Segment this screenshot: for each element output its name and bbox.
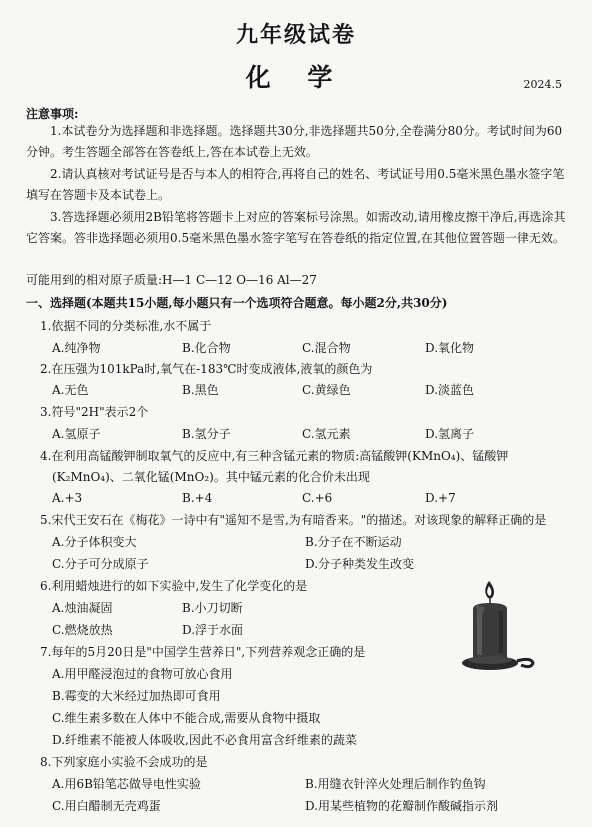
option-c: C.黄绿色: [302, 383, 351, 397]
option-a: A.+3: [52, 491, 83, 505]
option-b: B.黑色: [182, 383, 219, 397]
note-item-3: 3.答选择题必须用2B铅笔将答题卡上对应的答案标号涂黑。如需改动,请用橡皮擦干净后,再选涂其它答案。答非选择题必须用0.5毫米黑色墨水签字笔写在答卷纸的指定位置,在其他位置答题一律无效。: [26, 210, 566, 245]
option-c: C.维生素多数在人体中不能合成,需要从食物中摄取: [52, 711, 321, 725]
option-a: A.烛油凝固: [52, 601, 113, 615]
option-c: C.用白醋制无壳鸡蛋: [52, 799, 161, 813]
option-d: D.分子种类发生改变: [305, 557, 415, 571]
option-a: A.无色: [52, 383, 89, 397]
option-a: A.纯净物: [52, 341, 101, 355]
option-c: C.+6: [302, 491, 333, 505]
question-stem-line: 4.在利用高锰酸钾制取氧气的反应中,有三种含锰元素的物质:高锰酸钾(KMnO₄)、锰酸钾: [40, 449, 509, 463]
question-stem: 3.符号"2H"表示2个: [40, 405, 149, 419]
option-c: C.燃烧放热: [52, 623, 113, 637]
question-stem-line: (K₂MnO₄)、二氧化锰(MnO₂)。其中锰元素的化合价未出现: [52, 470, 370, 484]
candle-image: [455, 575, 545, 675]
option-b: B.分子在不断运动: [305, 535, 402, 549]
subject-title: 化 学: [245, 63, 347, 92]
question-stem: 5.宋代王安石在《梅花》一诗中有"遥知不是雪,为有暗香来。"的描述。对该现象的解释正确的是: [40, 513, 547, 527]
option-a: A.氢原子: [52, 427, 101, 441]
option-c: C.氢元素: [302, 427, 351, 441]
question-stem: 2.在压强为101kPa时,氧气在-183℃时变成液体,液氧的颜色为: [40, 362, 373, 376]
option-d: D.氢离子: [425, 427, 475, 441]
option-b: B.化合物: [182, 341, 231, 355]
atomic-masses: 可能用到的相对原子质量:H—1 C—12 O—16 Al—27: [26, 273, 317, 287]
option-a: A.用甲醛浸泡过的食物可放心食用: [52, 667, 233, 681]
exam-title: 九年级试卷: [235, 23, 356, 48]
question-stem: 8.下列家庭小实验不会成功的是: [40, 755, 208, 769]
option-d: D.浮于水面: [182, 623, 244, 637]
option-b: B.小刀切断: [182, 601, 243, 615]
option-a: A.用6B铅笔芯做导电性实验: [52, 777, 201, 791]
option-c: C.分子可分成原子: [52, 557, 149, 571]
option-a: A.分子体积变大: [52, 535, 137, 549]
option-d: D.淡蓝色: [425, 383, 475, 397]
exam-date: 2024.5: [523, 78, 562, 91]
option-d: D.氧化物: [425, 341, 475, 355]
note-item-2: 2.请认真核对考试证号是否与本人的相符合,再将自己的姓名、考试证号用0.5毫米黑色墨水签字笔填写在答题卡及本试卷上。: [26, 167, 565, 202]
option-b: B.用缝衣针淬火处理后制作钓鱼钩: [305, 777, 486, 791]
option-b: B.霉变的大米经过加热即可食用: [52, 689, 221, 703]
option-d: D.+7: [425, 491, 456, 505]
option-b: B.+4: [182, 491, 213, 505]
question-stem: 6.利用蜡烛进行的如下实验中,发生了化学变化的是: [40, 579, 308, 593]
option-c: C.混合物: [302, 341, 351, 355]
question-stem: 7.每年的5月20日是"中国学生营养日",下列营养观念正确的是: [40, 645, 366, 659]
note-item-1: 1.本试卷分为选择题和非选择题。选择题共30分,非选择题共50分,全卷满分80分。考试时间为60分钟。考生答题全部答在答卷纸上,答在本试卷上无效。: [26, 124, 563, 159]
option-d: D.纤维素不能被人体吸收,因此不必食用富含纤维素的蔬菜: [52, 733, 357, 747]
option-b: B.氢分子: [182, 427, 231, 441]
notes-heading: 注意事项:: [26, 107, 79, 121]
question-stem: 1.依据不同的分类标准,水不属于: [40, 319, 212, 333]
option-d: D.用某些植物的花瓣制作酸碱指示剂: [305, 799, 499, 813]
section-heading: 一、选择题(本题共15小题,每小题只有一个选项符合题意。每小题2分,共30分): [26, 296, 448, 310]
